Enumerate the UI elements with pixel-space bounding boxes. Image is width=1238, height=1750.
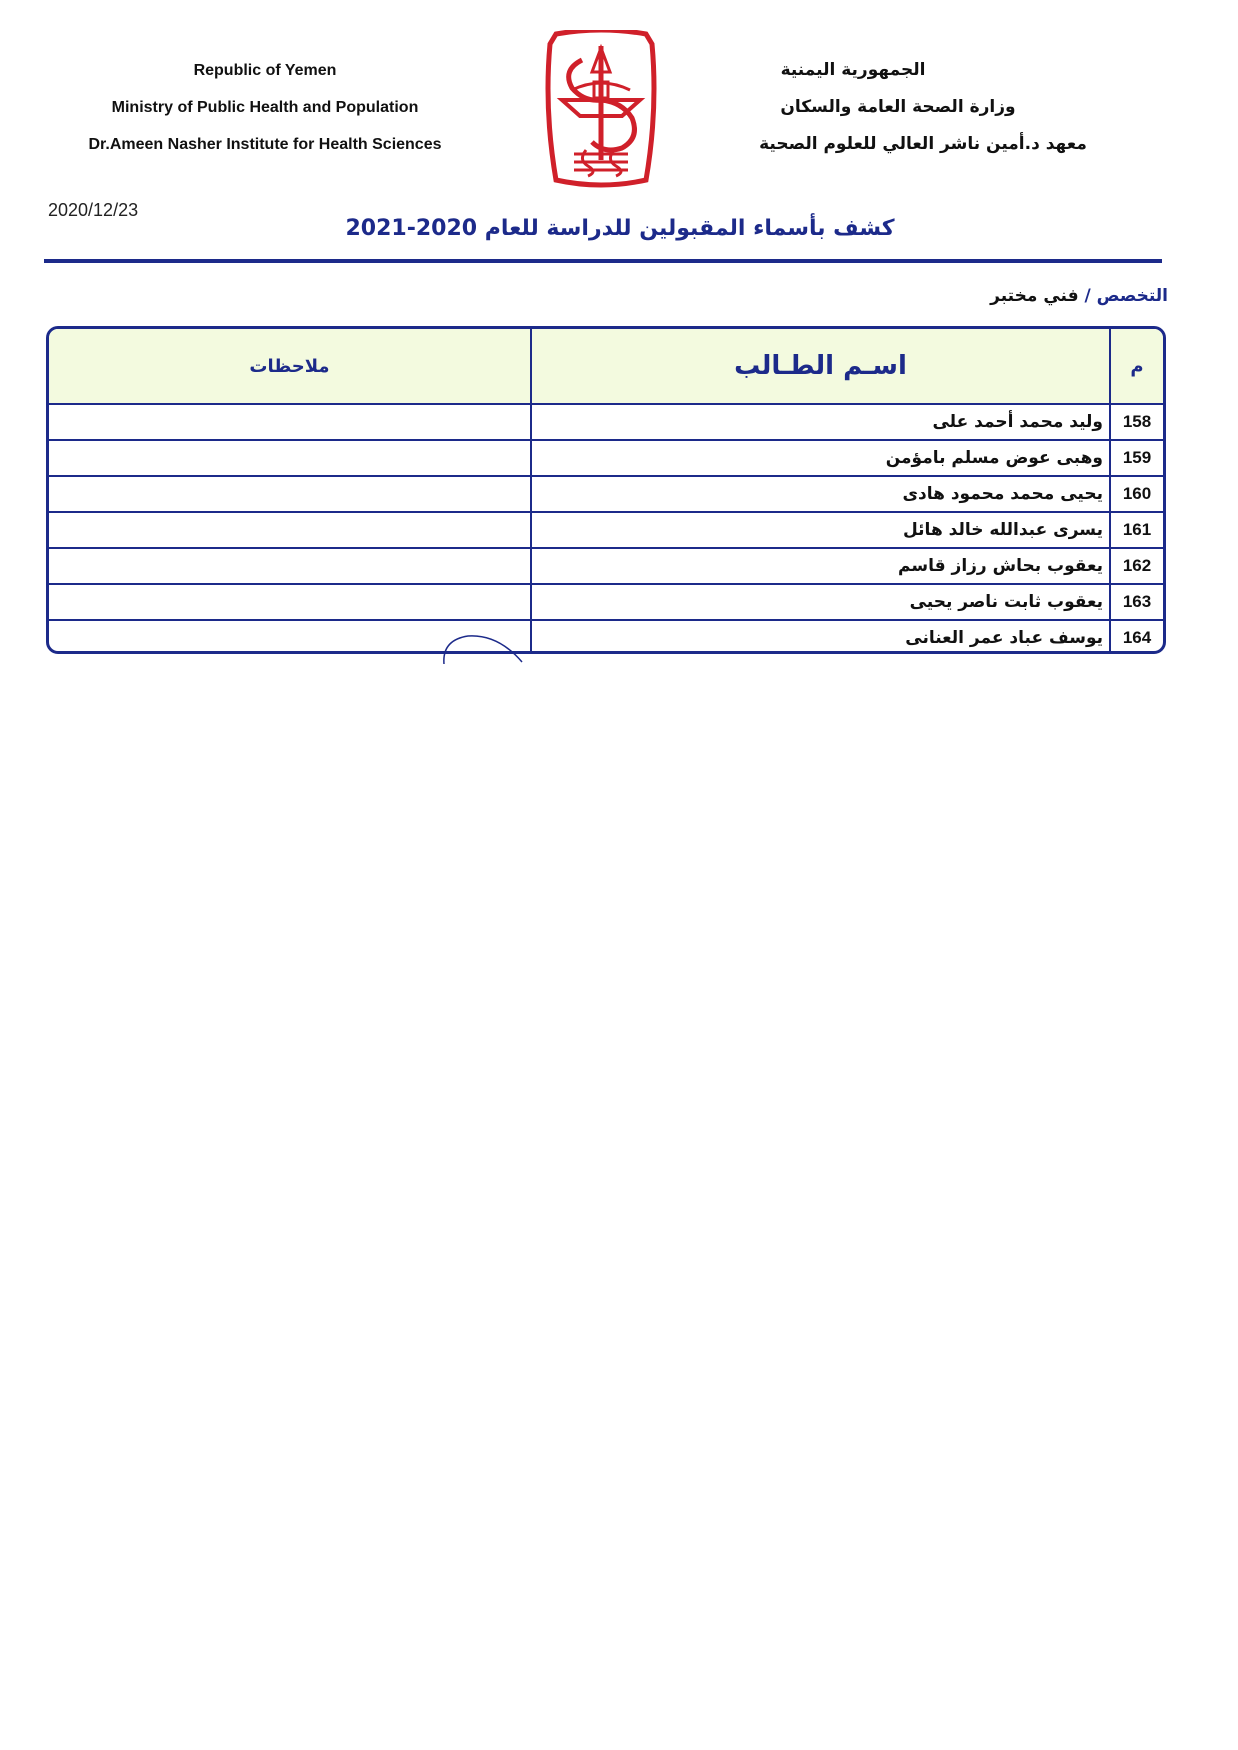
student-name: يعقوب ثابت ناصر يحيى xyxy=(531,584,1110,620)
students-table xyxy=(49,329,1163,654)
specialty-value: فني مختبر xyxy=(990,286,1079,306)
header-number: م xyxy=(1110,329,1163,404)
row-number: 162 xyxy=(1110,548,1163,584)
specialty-label: التخصص / xyxy=(1084,286,1168,306)
students-table-frame xyxy=(46,326,1166,654)
table-header-row xyxy=(49,329,1163,404)
row-notes xyxy=(49,512,531,548)
row-number: 158 xyxy=(1110,404,1163,440)
student-name: يحيى محمد محمود هادى xyxy=(531,476,1110,512)
row-notes xyxy=(49,440,531,476)
row-number: 159 xyxy=(1110,440,1163,476)
student-name: وهبى عوض مسلم بامؤمن xyxy=(531,440,1110,476)
table-row xyxy=(49,512,1163,548)
row-notes xyxy=(49,404,531,440)
institute-emblem-logo xyxy=(542,30,660,190)
table-row xyxy=(49,548,1163,584)
table-row xyxy=(49,584,1163,620)
title-divider xyxy=(44,259,1162,263)
row-notes xyxy=(49,476,531,512)
pen-mark xyxy=(438,630,528,666)
institute-name-en: Dr.Ameen Nasher Institute for Health Sciences xyxy=(88,136,442,153)
document-date: 2020/12/23 xyxy=(48,200,139,220)
table-row xyxy=(49,440,1163,476)
arabic-header xyxy=(688,52,1108,163)
institute-name-ar: معهد د.أمين ناشر العالي للعلوم الصحية xyxy=(759,134,1087,154)
row-number: 160 xyxy=(1110,476,1163,512)
table-row xyxy=(49,476,1163,512)
row-notes xyxy=(49,584,531,620)
ministry-name-ar: وزارة الصحة العامة والسكان xyxy=(780,97,1016,117)
country-name-ar: الجمهورية اليمنية xyxy=(780,60,926,80)
header-notes: ملاحظات xyxy=(49,329,531,404)
header-student-name: اسـم الطـالب xyxy=(531,329,1110,404)
row-number: 163 xyxy=(1110,584,1163,620)
student-name: يوسف عباد عمر العنانى xyxy=(531,620,1110,654)
row-notes xyxy=(49,548,531,584)
specialty-line xyxy=(990,286,1168,306)
row-number: 164 xyxy=(1110,620,1163,654)
document-title: كشف بأسماء المقبولين للدراسة للعام 2020-2021 xyxy=(345,216,895,241)
student-name: وليد محمد أحمد على xyxy=(531,404,1110,440)
ministry-name-en: Ministry of Public Health and Population xyxy=(111,99,419,116)
country-name-en: Republic of Yemen xyxy=(193,62,337,79)
student-name: يعقوب بحاش رزاز قاسم xyxy=(531,548,1110,584)
row-number: 161 xyxy=(1110,512,1163,548)
table-row xyxy=(49,404,1163,440)
student-name: يسرى عبدالله خالد هائل xyxy=(531,512,1110,548)
table-row xyxy=(49,620,1163,654)
english-header xyxy=(60,52,470,163)
